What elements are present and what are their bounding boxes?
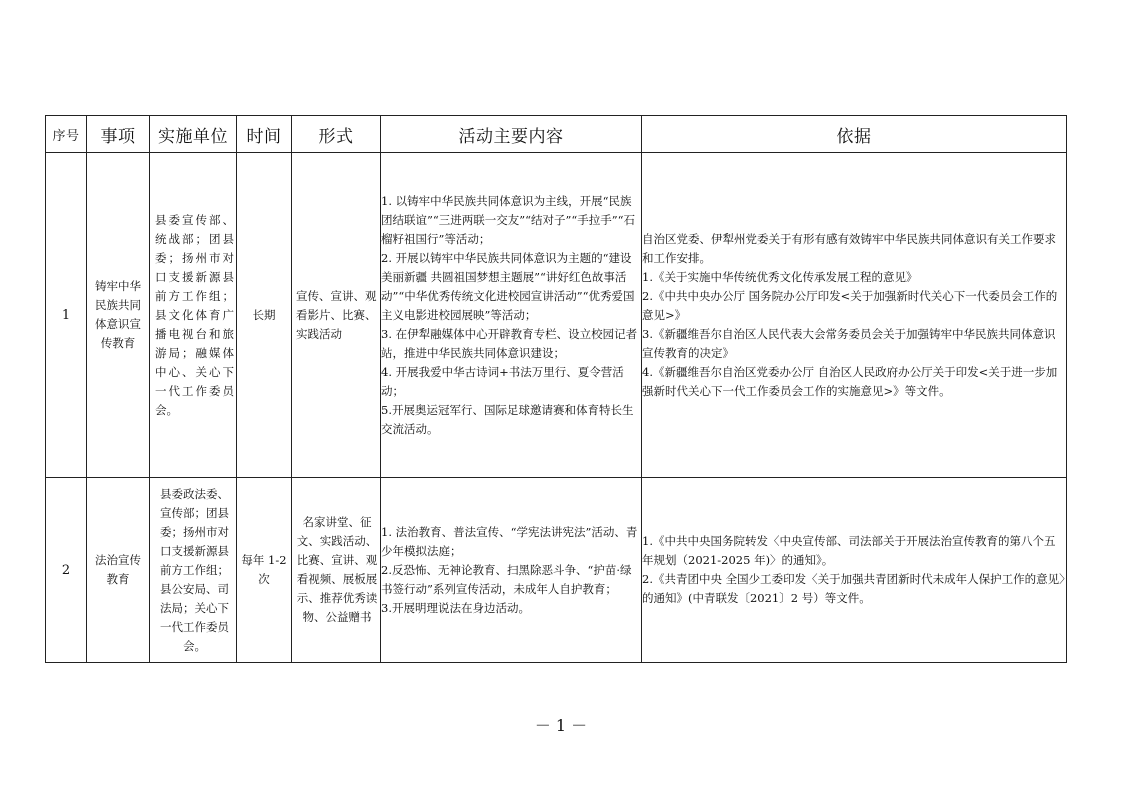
row-unit-text: 县委政法委、宣传部；团县委；扬州市对口支援新源县前方工作组；县公安局、司法局；关心下一代工作委员会。: [160, 486, 229, 653]
row-time: 长期: [237, 153, 292, 478]
row-basis: [642, 153, 1067, 478]
header-time: 时间: [237, 116, 292, 153]
table-row: [46, 478, 1067, 663]
row-time: 每年 1-2 次: [237, 478, 292, 663]
basis-line: 2.《共青团中央 全国少工委印发〈关于加强共青团新时代未成年人保护工作的意见〉的通知》(中青联发〔2021〕2 号）等文件。: [642, 572, 1065, 605]
header-item: 事项: [87, 116, 150, 153]
row-content: [381, 153, 642, 478]
basis-line: 4.《新疆维吾尔自治区党委办公厅 自治区人民政府办公厅关于印发<关于进一步加强新时代关心下一代工作委员会工作的实施意见>》等文件。: [642, 364, 1058, 398]
header-unit: 实施单位: [150, 116, 237, 153]
row-unit-text: 县委宣传部、统战部；团县委；扬州市对口支援新源县前方工作组；县文化体育广播电视台和旅游局；融媒体中心、关心下一代工作委员会。: [155, 212, 234, 417]
basis-line: 3.《新疆维吾尔自治区人民代表大会常务委员会关于加强铸牢中华民族共同体意识宣传教育的决定》: [642, 326, 1056, 360]
row-form-text: 名家讲堂、征文、实践活动、比赛、宣讲、观看视频、展板展示、推荐优秀读物、公益赠书: [296, 515, 378, 624]
row-content: [381, 478, 642, 663]
page-number: － 1 －: [534, 716, 588, 735]
header-form: 形式: [292, 116, 381, 153]
row-form: [292, 478, 381, 663]
row-number: 1: [46, 153, 87, 478]
row-item-text: 法治宣传教育: [95, 553, 141, 586]
activity-table: [45, 115, 1067, 663]
row-number: 2: [46, 478, 87, 663]
row-item: [87, 153, 150, 478]
content-line: 1. 法治教育、普法宣传、“学宪法讲宪法”活动、青少年模拟法庭；: [381, 524, 638, 558]
table-row: [46, 153, 1067, 478]
header-basis: 依据: [642, 116, 1067, 153]
content-line: 1. 以铸牢中华民族共同体意识为主线，开展“民族团结联谊”“三进两联一交友”“结对子”“手拉手”“石榴籽祖国行”等活动；: [381, 193, 636, 246]
header-no: 序号: [46, 116, 87, 153]
content-line: 2. 开展以铸牢中华民族共同体意识为主题的“建设美丽新疆 共圆祖国梦想主题展”“讲好红色故事活动”“中华优秀传统文化进校园宣讲活动”“优秀爱国主义电影进校园展映”等活动；: [381, 250, 635, 322]
row-unit: [150, 478, 237, 663]
content-line: 3.开展明理说法在身边活动。: [381, 600, 530, 615]
content-line: 4. 开展我爱中华古诗词+书法万里行、夏令营活动；: [381, 364, 624, 398]
content-line: 3. 在伊犁融媒体中心开辟教育专栏、设立校园记者站，推进中华民族共同体意识建设；: [381, 326, 638, 360]
basis-line: 1.《关于实施中华传统优秀文化传承发展工程的意见》: [642, 269, 918, 284]
basis-line: 1.《中共中央国务院转发〈中央宣传部、司法部关于开展法治宣传教育的第八个五年规划（2021-2025 年)〉的通知》。: [642, 534, 1056, 567]
content-line: 5.开展奥运冠军行、国际足球邀请赛和体育特长生交流活动。: [381, 402, 634, 436]
table-header-row: [46, 116, 1067, 153]
row-unit: [150, 153, 237, 478]
basis-line: 自治区党委、伊犁州党委关于有形有感有效铸牢中华民族共同体意识有关工作要求和工作安排。: [642, 231, 1056, 265]
basis-line: 2.《中共中央办公厅 国务院办公厅印发<关于加强新时代关心下一代委员会工作的意见>》: [642, 288, 1058, 322]
row-form: [292, 153, 381, 478]
row-item: [87, 478, 150, 663]
row-basis: [642, 478, 1067, 663]
header-content: 活动主要内容: [381, 116, 642, 153]
content-line: 2.反恐怖、无神论教育、扫黑除恶斗争、“护苗·绿书签行动”系列宣传活动，未成年人自护教育；: [381, 562, 632, 596]
row-form-text: 宣传、宣讲、观看影片、比赛、实践活动: [296, 288, 377, 341]
row-item-text: 铸牢中华民族共同体意识宣传教育: [95, 279, 141, 350]
